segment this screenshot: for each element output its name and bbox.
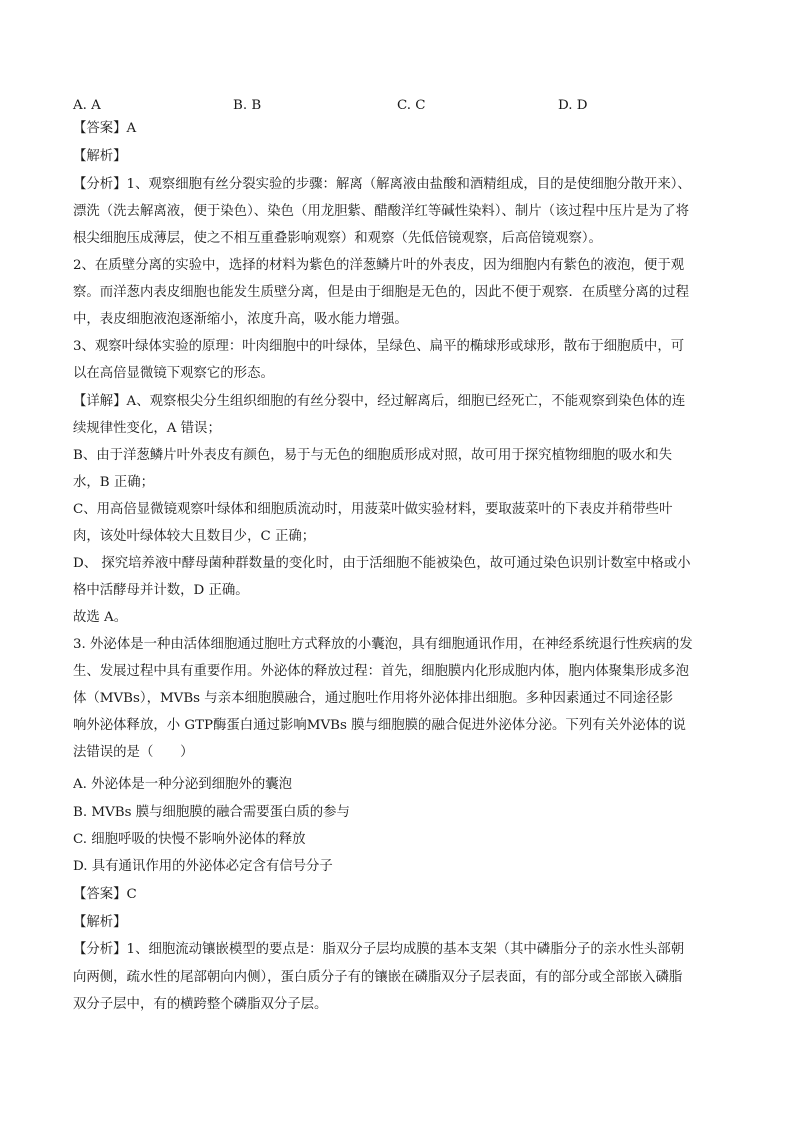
text-line: D、 探究培养液中酵母菌种群数量的变化时，由于活细胞不能被染色，故可通过染色识别计数室中格或小: [73, 556, 691, 571]
text-line: 以在高倍显微镜下观察它的形态。: [73, 366, 274, 381]
text-line: 肉，该处叶绿体较大且数目少，C 正确；: [73, 529, 316, 544]
option-b: B. B: [233, 98, 262, 113]
option-a: A. A: [73, 98, 101, 113]
question-stem: 生、发展过程中具有重要作用。外泌体的释放过程：首先，细胞膜内化形成胞内体，胞内体聚集形成多泡: [73, 664, 689, 679]
text-line: 漂洗（洗去解离液，便于染色）、染色（用龙胆紫、醋酸洋红等碱性染料）、制片（该过程中压片是为了将: [73, 204, 689, 219]
analysis-label: 【解析】: [73, 149, 127, 164]
text-line: 3、观察叶绿体实验的原理：叶肉细胞中的叶绿体，呈绿色、扁平的椭球形或球形，散布于细胞质中，可: [73, 339, 685, 354]
text-line: 【分析】1、细胞流动镶嵌模型的要点是：脂双分子层均成膜的基本支架（其中磷脂分子的亲水性头部朝: [73, 942, 685, 957]
text-line: 中，表皮细胞液泡逐渐缩小，浓度升高，吸水能力增强。: [73, 312, 408, 327]
text-line: B、由于洋葱鳞片叶外表皮有颜色，易于与无色的细胞质形成对照，故可用于探究植物细胞的吸水和失: [73, 448, 673, 463]
text-line: 【分析】1、观察细胞有丝分裂实验的步骤：解离（解离液由盐酸和酒精组成，目的是使细胞分散开来）、: [73, 177, 691, 192]
choice-d: D. 具有通讯作用的外泌体必定含有信号分子: [73, 859, 333, 874]
text-line: 察。而洋葱内表皮细胞也能发生质壁分离，但是由于细胞是无色的，因此不便于观察．在质壁分离的过程: [73, 285, 689, 300]
answer-label: 【答案】A: [73, 121, 137, 136]
choice-b: B. MVBs 膜与细胞膜的融合需要蛋白质的参与: [73, 805, 350, 820]
text-line: C、用高倍显微镜观察叶绿体和细胞质流动时，用菠菜叶做实验材料，要取菠菜叶的下表皮并稍带些叶: [73, 502, 673, 517]
text-line: 向两侧，疏水性的尾部朝向内侧），蛋白质分子有的镶嵌在磷脂双分子层表面，有的部分或全部嵌入磷脂: [73, 970, 683, 985]
text-line: 2、在质壁分离的实验中，选择的材料为紫色的洋葱鳞片叶的外表皮，因为细胞内有紫色的液泡，便于观: [73, 258, 685, 273]
text-line: 双分子层中，有的横跨整个磷脂双分子层。: [73, 997, 328, 1012]
option-d: D. D: [558, 98, 588, 113]
question-stem: 响外泌体释放，小 GTP酶蛋白通过影响MVBs 膜与细胞膜的融合促进外泌体分泌。下列有关外泌体的说: [73, 718, 686, 733]
question-stem: 3. 外泌体是一种由活体细胞通过胞吐方式释放的小囊泡，具有细胞通讯作用，在神经系统退行性疾病的发: [73, 637, 693, 652]
text-line: 故选 A。: [73, 610, 128, 625]
text-line: 水，B 正确；: [73, 475, 155, 490]
text-line: 续规律性变化，A 错误；: [73, 421, 221, 436]
text-line: 【详解】A、观察根尖分生组织细胞的有丝分裂中，经过解离后，细胞已经死亡，不能观察到染色体的连: [73, 394, 686, 409]
text-line: 格中活酵母并计数，D 正确。: [73, 583, 249, 598]
question-stem: 法错误的是（ ）: [73, 745, 194, 760]
text-line: 根尖细胞压成薄层，使之不相互重叠影响观察）和观察（先低倍镜观察，后高倍镜观察）。: [73, 231, 602, 246]
choice-a: A. 外泌体是一种分泌到细胞外的囊泡: [73, 777, 293, 792]
question-stem: 体（MVBs），MVBs 与亲本细胞膜融合，通过胞吐作用将外泌体排出细胞。多种因素通过不同途径影: [73, 691, 673, 706]
answer-label: 【答案】C: [73, 887, 137, 902]
analysis-label: 【解析】: [73, 915, 127, 930]
choice-c: C. 细胞呼吸的快慢不影响外泌体的释放: [73, 832, 306, 847]
option-c: C. C: [397, 98, 426, 113]
